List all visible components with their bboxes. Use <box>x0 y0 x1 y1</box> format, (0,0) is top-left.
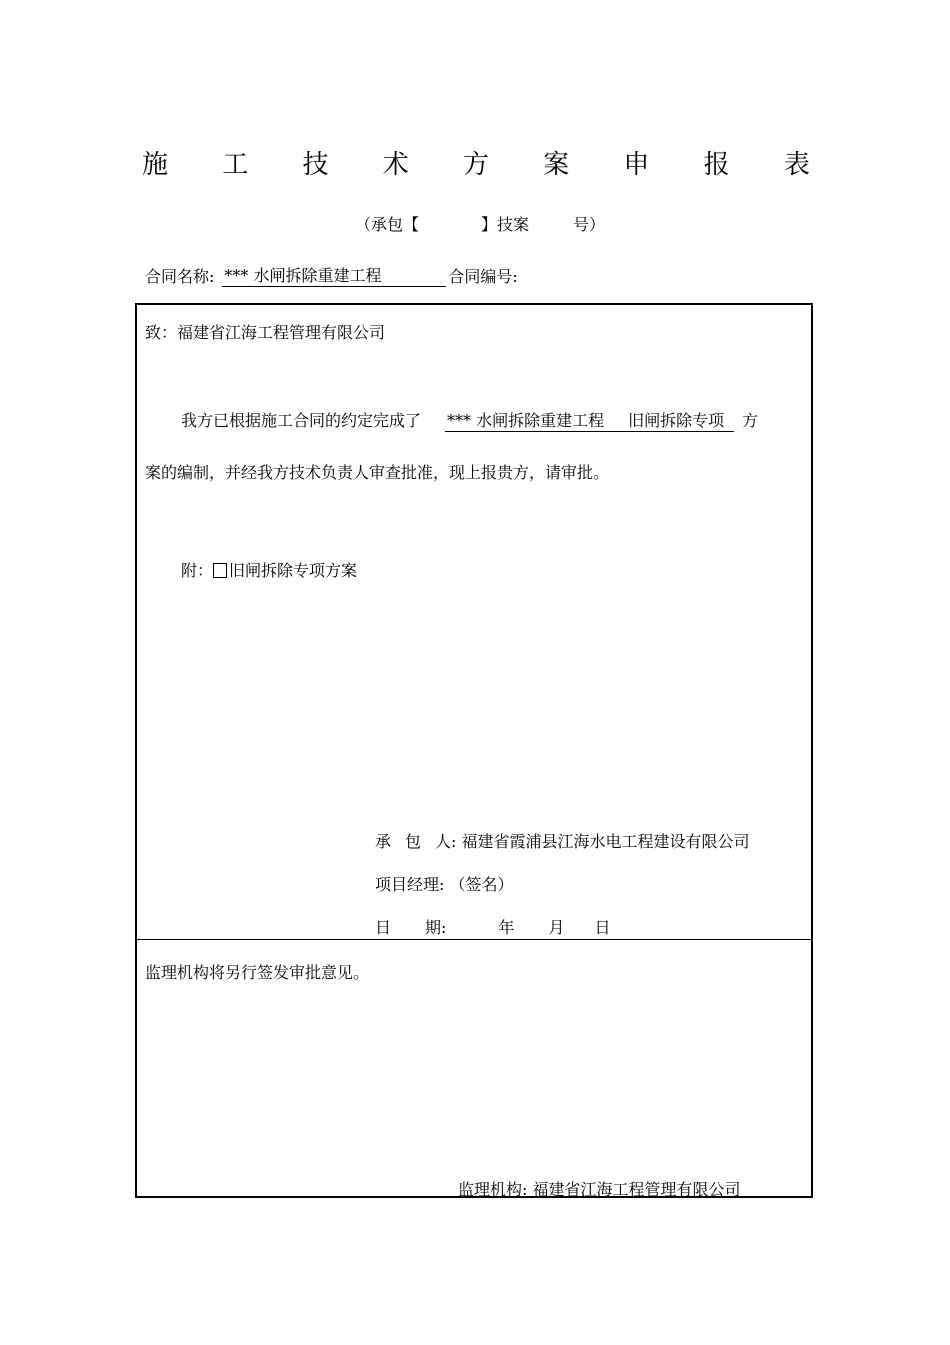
contract-number-label: 合同编号: <box>448 267 518 286</box>
manager-label: 项目经理: <box>375 875 445 894</box>
year-label: 年 <box>498 918 515 937</box>
title-char: 报 <box>703 149 730 180</box>
subtitle-part-2: 】技案 <box>481 215 530 234</box>
title-char: 工 <box>222 149 249 180</box>
manager-signature[interactable]: （签名） <box>449 875 514 894</box>
subtitle-part-3: 号） <box>573 215 606 234</box>
date-line <box>375 915 610 938</box>
title-char: 方 <box>462 149 489 180</box>
supervision-opinion: 监理机构将另行签发审批意见。 <box>145 963 370 982</box>
title-char: 技 <box>302 149 329 180</box>
paragraph-start: 我方已根据施工合同的约定完成了 <box>181 411 422 430</box>
title-char: 案 <box>543 149 570 180</box>
form-table <box>135 303 813 1198</box>
contract-name-label: 合同名称: <box>145 267 215 286</box>
title-char: 施 <box>142 149 169 180</box>
contractor-label-char-1: 承 <box>375 832 392 851</box>
plan-item: 旧闸拆除专项 <box>628 411 725 430</box>
title-char: 申 <box>623 149 650 180</box>
month-label: 月 <box>548 918 565 937</box>
page-title <box>142 140 810 184</box>
project-underline <box>445 411 734 432</box>
contract-name-value: *** 水闸拆除重建工程 <box>222 266 446 287</box>
paragraph-line-2: 案的编制，并经我方技术负责人审查批准，现上报贵方，请审批。 <box>145 463 610 482</box>
attachment-line <box>181 558 357 581</box>
day-label: 日 <box>594 918 611 937</box>
section-divider <box>135 939 813 940</box>
attachment-checkbox[interactable] <box>213 563 227 578</box>
contractor-label-char-3: 人: <box>435 832 457 851</box>
recipient-line: 致：福建省江海工程管理有限公司 <box>145 323 386 342</box>
document-number <box>355 212 605 235</box>
contractor-label-char-2: 包 <box>405 832 422 851</box>
contractor-line <box>375 829 750 852</box>
attachment-label: 附： <box>181 561 214 580</box>
contract-info <box>145 264 518 287</box>
date-label-char-1: 日 <box>375 918 392 937</box>
title-char: 术 <box>382 149 409 180</box>
supervision-org-value: 福建省江海工程管理有限公司 <box>532 1180 741 1199</box>
paragraph-end-char: 方 <box>742 411 759 430</box>
attachment-item: 旧闸拆除专项方案 <box>229 561 358 580</box>
project-name: *** 水闸拆除重建工程 <box>447 411 605 430</box>
manager-line <box>375 872 514 895</box>
date-label-char-2: 期: <box>425 918 447 937</box>
supervision-org-line <box>458 1177 741 1200</box>
paragraph-line-1 <box>181 408 758 432</box>
subtitle-part-1: （承包【 <box>355 215 420 234</box>
title-char: 表 <box>783 149 810 180</box>
contractor-value: 福建省霞浦县江海水电工程建设有限公司 <box>461 832 750 851</box>
supervision-org-label: 监理机构: <box>458 1180 528 1199</box>
